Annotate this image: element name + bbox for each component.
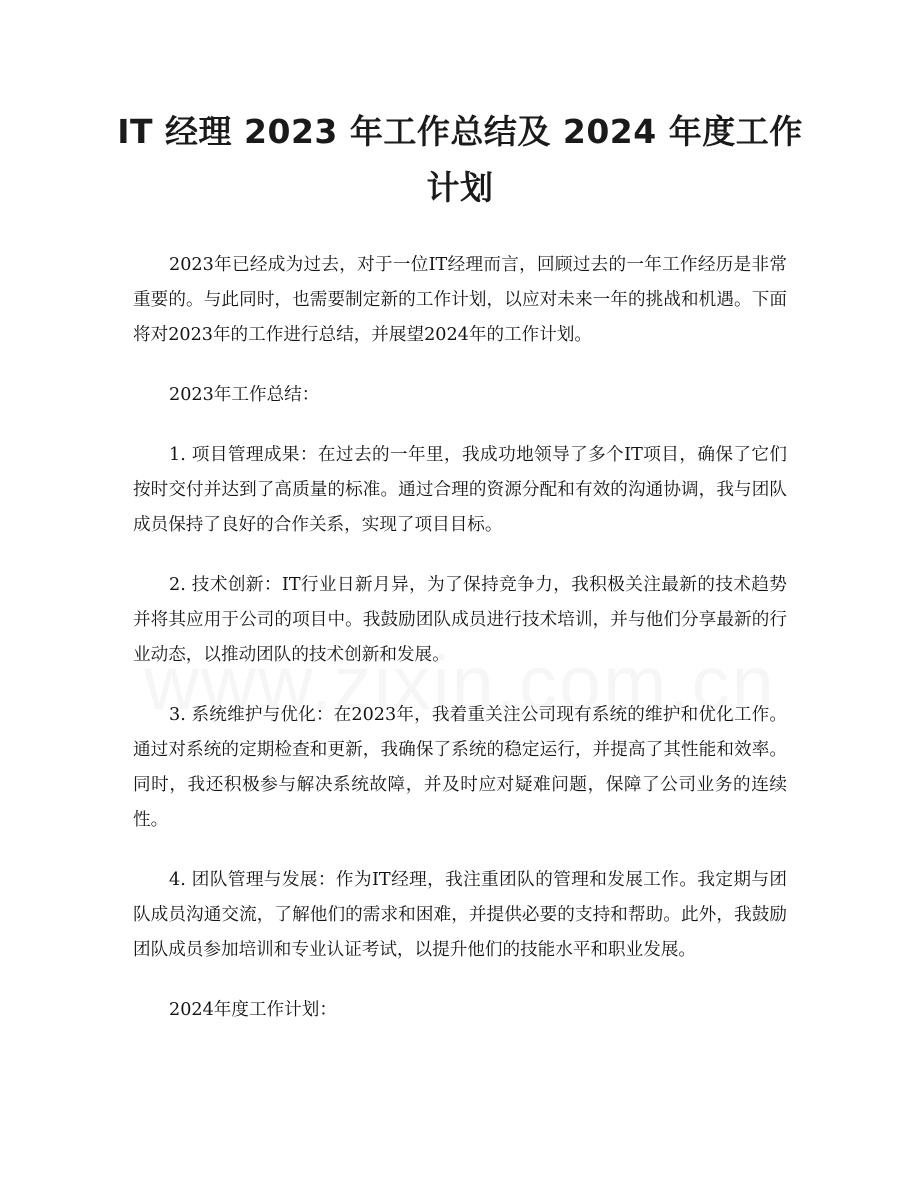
summary-heading: 2023年工作总结： bbox=[169, 385, 320, 405]
document-body bbox=[133, 248, 787, 1053]
summary-item-project-management: 1. 项目管理成果：在过去的一年里，我成功地领导了多个IT项目，确保了它们按时交付并达到了高质量的标准。通过合理的资源分配和有效的沟通协调，我与团队成员保持了良好的合作关系，实现了项目目标。 bbox=[133, 445, 787, 535]
summary-item-system-maintenance: 3. 系统维护与优化：在2023年，我着重关注公司现有系统的维护和优化工作。通过对系统的定期检查和更新，我确保了系统的稳定运行，并提高了其性能和效率。同时，我还积极参与解决系统故障，并及时应对疑难问题，保障了公司业务的连续性。 bbox=[133, 705, 787, 830]
summary-item-team-management: 4. 团队管理与发展：作为IT经理，我注重团队的管理和发展工作。我定期与团队成员沟通交流，了解他们的需求和困难，并提供必要的支持和帮助。此外，我鼓励团队成员参加培训和专业认证考试，以提升他们的技能水平和职业发展。 bbox=[133, 870, 787, 960]
summary-item-tech-innovation: 2. 技术创新：IT行业日新月异，为了保持竞争力，我积极关注最新的技术趋势并将其应用于公司的项目中。我鼓励团队成员进行技术培训，并与他们分享最新的行业动态，以推动团队的技术创新和发展。 bbox=[133, 575, 787, 665]
document-title: IT 经理 2023 年工作总结及 2024 年度工作计划 bbox=[117, 112, 803, 207]
plan-heading: 2024年度工作计划： bbox=[169, 1000, 337, 1020]
intro-paragraph: 2023年已经成为过去，对于一位IT经理而言，回顾过去的一年工作经历是非常重要的。与此同时，也需要制定新的工作计划，以应对未来一年的挑战和机遇。下面将对2023年的工作进行总结，并展望2024年的工作计划。 bbox=[133, 255, 787, 345]
